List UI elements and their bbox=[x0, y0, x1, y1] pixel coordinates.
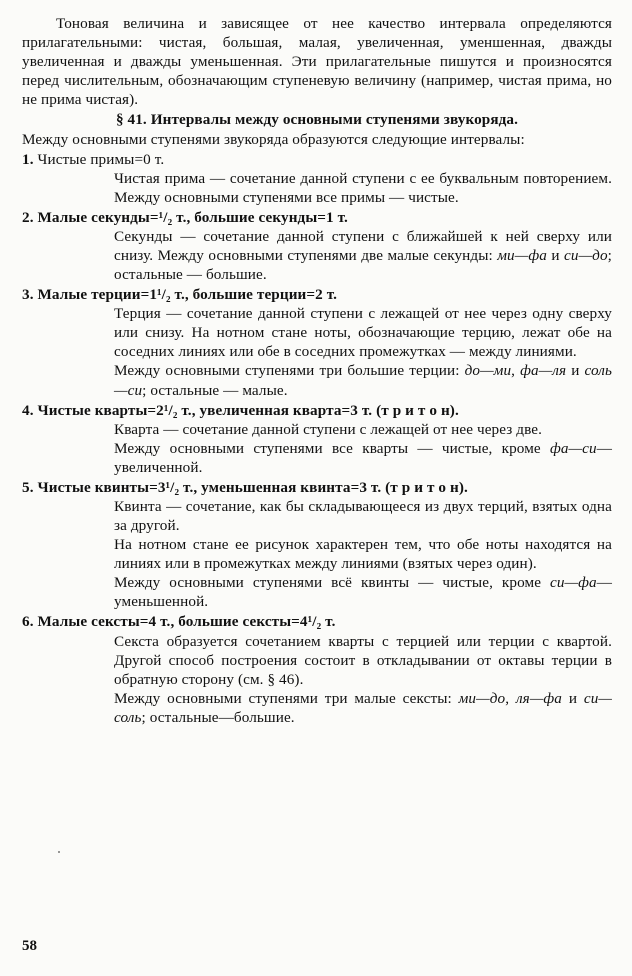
scan-speck bbox=[58, 851, 60, 853]
item-body bbox=[114, 227, 612, 284]
paragraph-after-heading bbox=[22, 130, 612, 149]
item-body-paragraph: Между основными ступенями три большие терции: до—ми, фа—ля и соль—си; остальные — малые. bbox=[114, 362, 613, 399]
list-item bbox=[22, 150, 612, 207]
item-number: 2. bbox=[22, 208, 34, 226]
list-item bbox=[22, 612, 612, 726]
item-number: 4. bbox=[22, 401, 34, 419]
list-item bbox=[22, 401, 612, 477]
item-head-label: Чистые квинты bbox=[37, 478, 150, 496]
item-head-rest: =¹/₂ т., большие секунды=1 т. bbox=[149, 208, 348, 226]
item-body-paragraph: Секста образуется сочетанием кварты с терцией или терции с квартой. Другой способ построения состоит в откладывании от октавы терции в обратную сторону (см. § 46). bbox=[114, 632, 612, 688]
list-item bbox=[22, 208, 612, 284]
item-head-rest: =3¹/₂ т., уменьшенная квинта=3 т. (т р и т о н). bbox=[149, 478, 468, 496]
item-heading bbox=[22, 285, 612, 304]
section-heading bbox=[22, 110, 612, 129]
item-number: 1. bbox=[22, 150, 34, 168]
item-number: 3. bbox=[22, 286, 34, 304]
list-item bbox=[22, 285, 612, 399]
paragraph-intro bbox=[22, 14, 612, 109]
item-head-label: Чистые кварты bbox=[37, 401, 148, 419]
item-body bbox=[114, 169, 612, 207]
item-head-label: Малые секунды bbox=[37, 208, 150, 226]
item-body-paragraph: Секунды — сочетание данной ступени с ближайшей к ней сверху или снизу. Между основными ступенями две малые секунды: ми—фа и си—до; остальные — большие. bbox=[114, 227, 612, 284]
item-body-paragraph: Между основными ступенями всё квинты — чистые, кроме си—фа—уменьшенной. bbox=[114, 574, 612, 611]
item-body-paragraph: Между основными ступенями три малые сексты: ми—до, ля—фа и си—соль; остальные—большие. bbox=[114, 689, 612, 726]
item-number: 6. bbox=[22, 613, 34, 631]
after-heading-text: Между основными ступенями звукоряда образуются следующие интервалы: bbox=[22, 130, 525, 148]
item-head-rest: =1¹/₂ т., большие терции=2 т. bbox=[140, 286, 338, 304]
item-head-label: Малые сексты bbox=[37, 613, 140, 631]
item-heading bbox=[22, 208, 612, 227]
item-heading bbox=[22, 150, 612, 169]
intro-text: Тоновая величина и зависящее от нее качество интервала определяются прилагательными: чистая, большая, малая, увеличенная, уменшенная, дважды увеличенная и дважды уменьшенная. Эти прилагательные пишутся и произносятся перед числительным, обозначающим ступеневую величину (например, чистая прима, но не прима чистая). bbox=[22, 15, 612, 109]
section-heading-text: § 41. Интервалы между основными ступенями звукоряда. bbox=[115, 111, 519, 129]
item-body bbox=[114, 632, 612, 727]
item-body bbox=[114, 304, 612, 399]
item-head-label: Чистые примы bbox=[37, 150, 135, 168]
page-content bbox=[22, 14, 612, 727]
item-body-paragraph: Чистая прима — сочетание данной ступени с ее буквальным повторением. Между основными ступенями все примы — чистые. bbox=[114, 169, 612, 206]
item-head-rest: =0 т. bbox=[134, 150, 165, 168]
item-head-rest: =2¹/₂ т., увеличенная кварта=3 т. (т р и т о н). bbox=[147, 401, 459, 419]
item-number: 5. bbox=[22, 478, 34, 496]
item-head-rest: =4 т., большие сексты=4¹/₂ т. bbox=[139, 613, 336, 631]
page-number: 58 bbox=[22, 938, 37, 954]
item-body bbox=[114, 420, 612, 477]
item-body-paragraph: Кварта — сочетание данной ступени с лежащей от нее через две. bbox=[114, 420, 543, 438]
item-heading bbox=[22, 478, 612, 497]
item-head-label: Малые терции bbox=[37, 286, 141, 304]
item-heading bbox=[22, 612, 612, 631]
item-heading bbox=[22, 401, 612, 420]
list-item bbox=[22, 478, 612, 612]
item-body-paragraph: На нотном стане ее рисунок характерен тем, что обе ноты находятся на линиях или в промежутках между линиями (взятых через один). bbox=[114, 536, 612, 573]
item-body bbox=[114, 497, 612, 611]
item-body-paragraph: Квинта — сочетание, как бы складывающееся из двух терций, взятых одна за другой. bbox=[114, 498, 612, 535]
item-body-paragraph: Между основными ступенями все кварты — чистые, кроме фа—си—увеличенной. bbox=[114, 439, 612, 476]
item-body-paragraph: Терция — сочетание данной ступени с лежащей от нее через одну сверху или снизу. На нотном стане ноты, обозначающие терцию, лежат обе на соседних линиях или обе в соседних промежутках — между линиями. bbox=[114, 305, 612, 361]
